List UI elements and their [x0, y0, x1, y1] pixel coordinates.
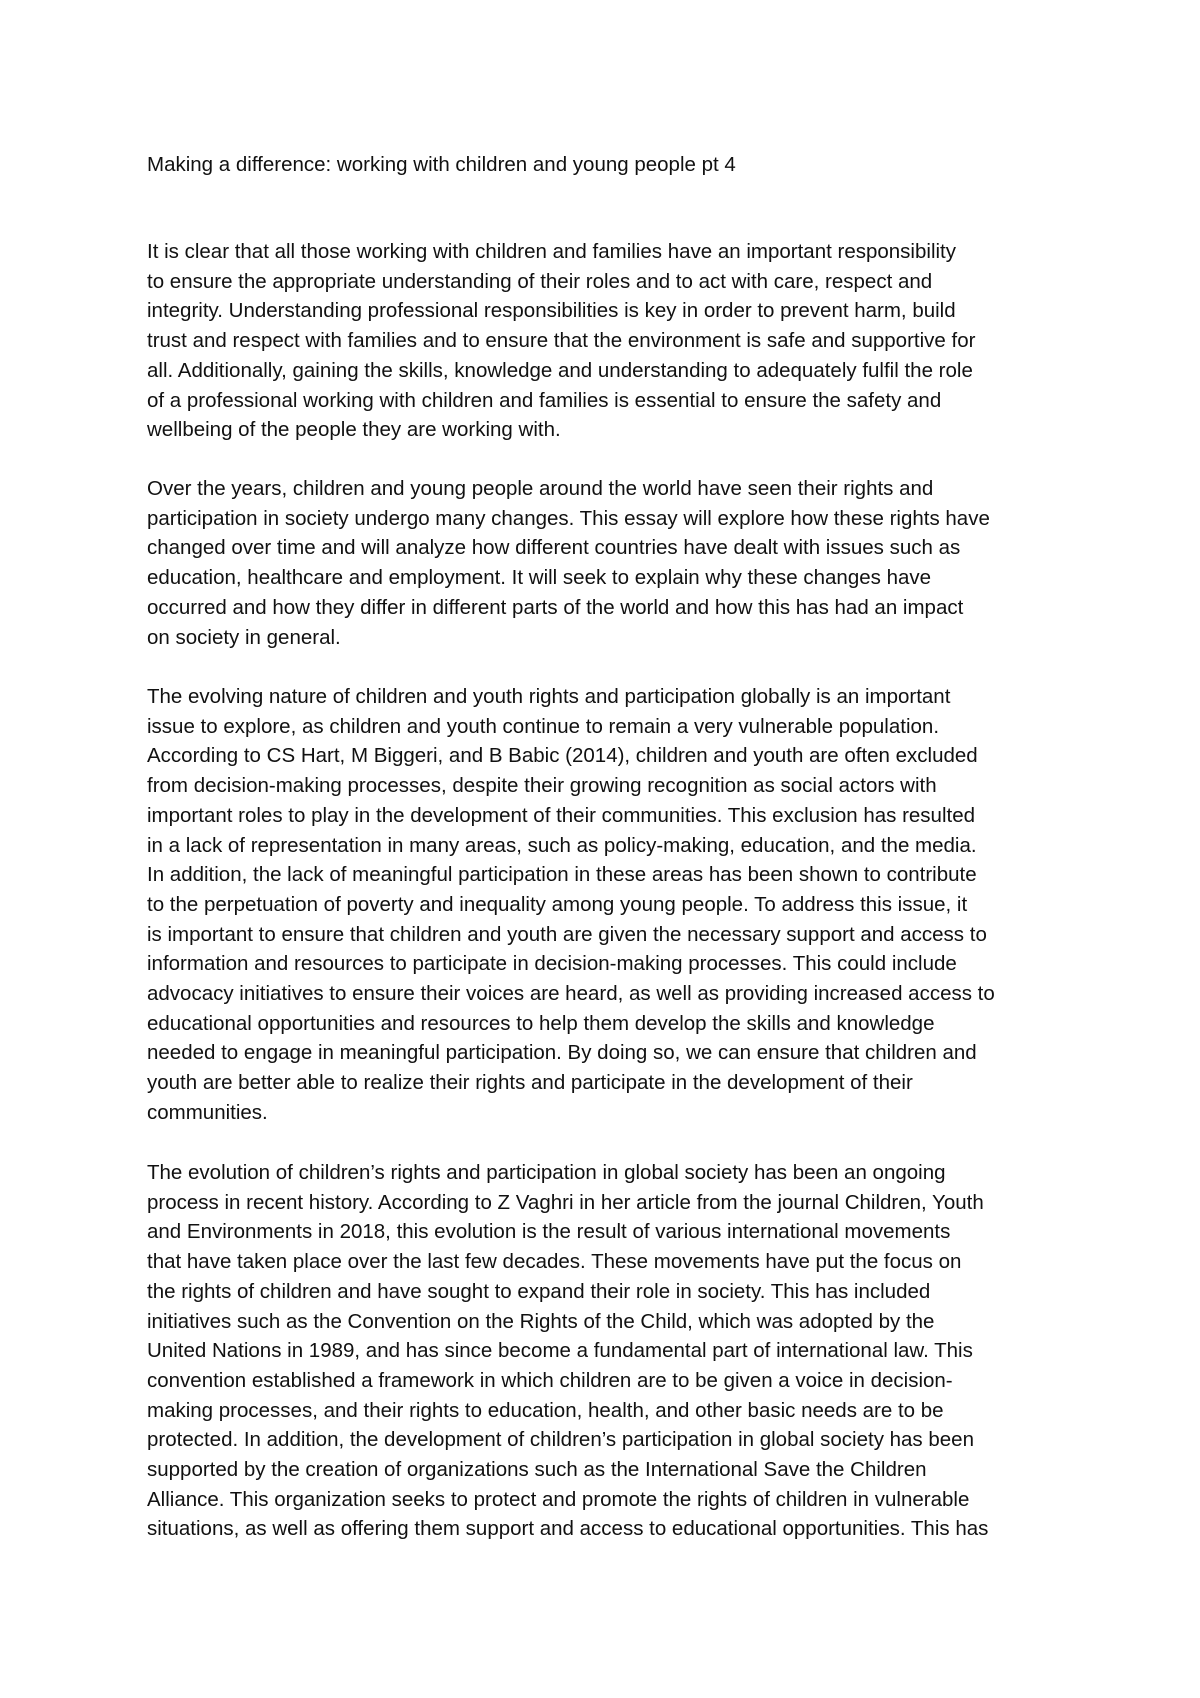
text-line: wellbeing of the people they are working with.	[147, 418, 561, 442]
paragraph-2	[147, 474, 1067, 652]
text-line: in a lack of representation in many areas, such as policy-making, education, and the media.	[147, 833, 977, 857]
paragraph-3	[147, 682, 1067, 1128]
text-line: advocacy initiatives to ensure their voices are heard, as well as providing increased access to	[147, 982, 995, 1006]
text-line: education, healthcare and employment. It will seek to explain why these changes have	[147, 566, 932, 590]
text-line: from decision-making processes, despite their growing recognition as social actors with	[147, 774, 937, 798]
text-line: participation in society undergo many changes. This essay will explore how these rights have	[147, 506, 990, 530]
text-line: to the perpetuation of poverty and inequality among young people. To address this issue, it	[147, 892, 968, 916]
text-line: situations, as well as offering them support and access to educational opportunities. This has	[147, 1517, 989, 1541]
text-line: making processes, and their rights to education, health, and other basic needs are to be	[147, 1398, 944, 1422]
paragraph-4	[147, 1158, 1067, 1544]
text-line: supported by the creation of organizations such as the International Save the Children	[147, 1458, 927, 1482]
text-line: youth are better able to realize their rights and participate in the development of their	[147, 1071, 913, 1095]
text-line: The evolving nature of children and youth rights and participation globally is an important	[147, 685, 951, 708]
text-line: is important to ensure that children and youth are given the necessary support and access to	[147, 922, 987, 946]
text-line: In addition, the lack of meaningful participation in these areas has been shown to contribute	[147, 863, 977, 887]
text-line: needed to engage in meaningful participation. By doing so, we can ensure that children and	[147, 1041, 977, 1065]
text-line: of a professional working with children and families is essential to ensure the safety and	[147, 388, 942, 412]
text-line: convention established a framework in which children are to be given a voice in decision-	[147, 1368, 953, 1392]
text-line: According to CS Hart, M Biggeri, and B Babic (2014), children and youth are often excluded	[147, 744, 978, 768]
text-line: Alliance. This organization seeks to protect and promote the rights of children in vulnerable	[147, 1487, 970, 1511]
text-line: United Nations in 1989, and has since become a fundamental part of international law. This	[147, 1339, 973, 1363]
text-line: information and resources to participate in decision-making processes. This could include	[147, 952, 957, 976]
text-line: on society in general.	[147, 625, 341, 649]
text-line: educational opportunities and resources to help them develop the skills and knowledge	[147, 1011, 935, 1035]
text-line: initiatives such as the Convention on the Rights of the Child, which was adopted by the	[147, 1309, 935, 1333]
text-line: integrity. Understanding professional responsibilities is key in order to prevent harm, build	[147, 299, 956, 323]
paragraph-1	[147, 237, 1067, 445]
text-line: that have taken place over the last few decades. These movements have put the focus on	[147, 1250, 962, 1274]
text-line: It is clear that all those working with children and families have an important responsibility	[147, 240, 956, 263]
text-line: communities.	[147, 1100, 268, 1124]
text-line: occurred and how they differ in different parts of the world and how this has had an impact	[147, 595, 964, 619]
text-line: important roles to play in the development of their communities. This exclusion has resulted	[147, 803, 976, 827]
text-line: all. Additionally, gaining the skills, knowledge and understanding to adequately fulfil the role	[147, 358, 973, 382]
text-line: The evolution of children’s rights and participation in global society has been an ongoing	[147, 1161, 946, 1184]
document-title: Making a difference: working with children and young people pt 4	[147, 153, 736, 176]
text-line: Over the years, children and young people around the world have seen their rights and	[147, 477, 934, 500]
text-line: and Environments in 2018, this evolution is the result of various international movements	[147, 1220, 951, 1244]
text-line: the rights of children and have sought to expand their role in society. This has included	[147, 1279, 931, 1303]
text-line: to ensure the appropriate understanding of their roles and to act with care, respect and	[147, 269, 933, 293]
text-line: protected. In addition, the development of children’s participation in global society has been	[147, 1428, 974, 1452]
text-line: changed over time and will analyze how different countries have dealt with issues such as	[147, 536, 961, 560]
text-line: trust and respect with families and to ensure that the environment is safe and supportive for	[147, 329, 976, 353]
text-line: issue to explore, as children and youth continue to remain a very vulnerable population.	[147, 714, 940, 738]
text-line: process in recent history. According to Z Vaghri in her article from the journal Children, Youth	[147, 1190, 984, 1214]
